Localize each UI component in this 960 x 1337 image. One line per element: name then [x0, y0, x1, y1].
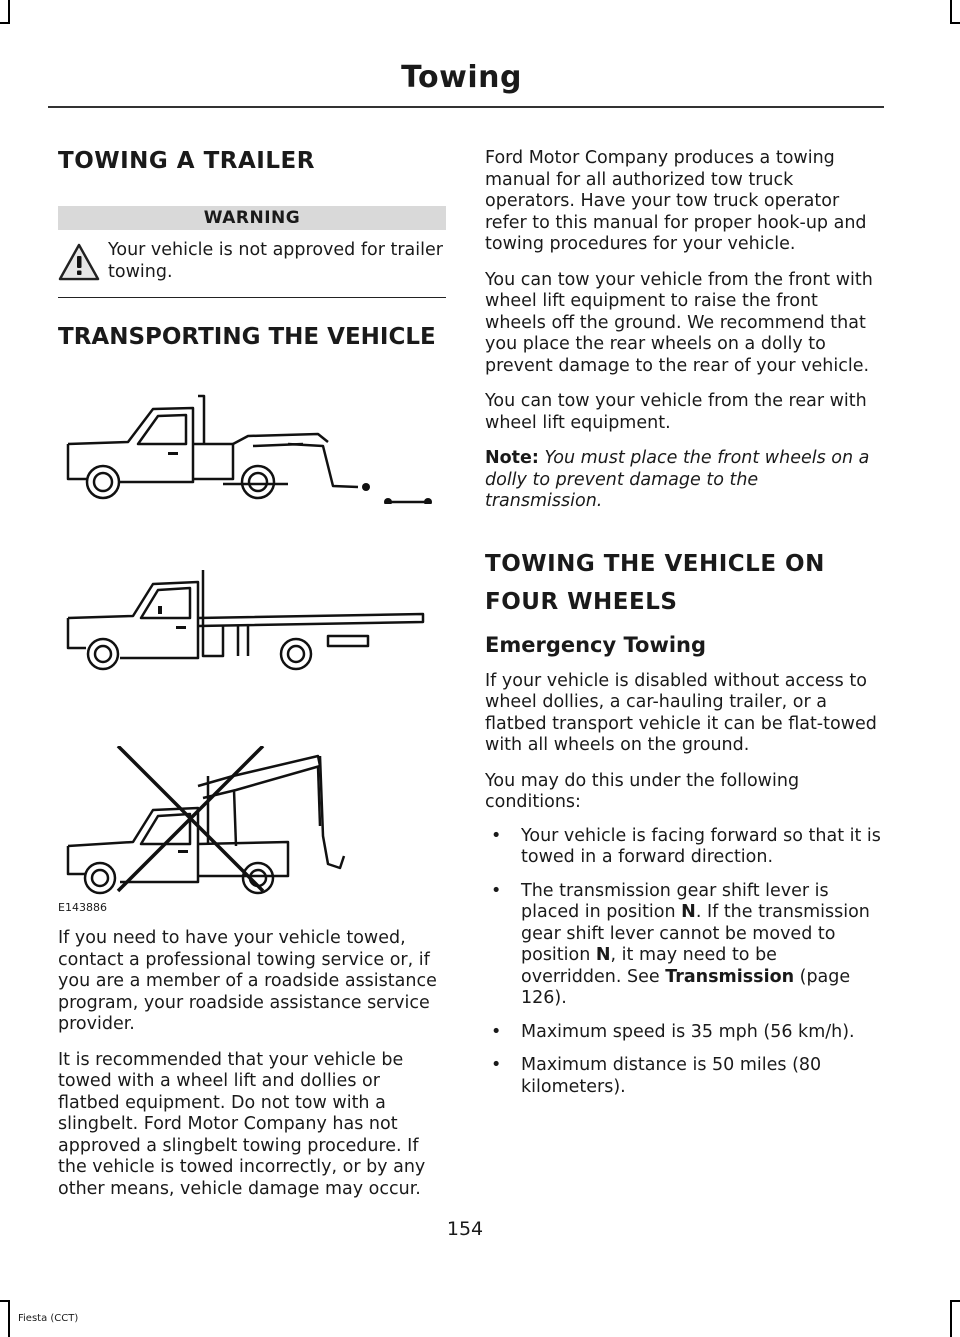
left-column	[58, 140, 446, 1200]
heading-four-wheels	[485, 549, 881, 617]
wheel-lift-truck-image	[58, 384, 446, 504]
warning-box	[58, 206, 446, 298]
front-tow-paragraph: You can tow your vehicle from the front with wheel lift equipment to raise the front wheels off the ground. We recommend that you place the rear wheels on a dolly to prevent damage to the rear of your vehicle.	[485, 269, 873, 376]
crop-mark	[8, 1300, 10, 1337]
heading-transporting: TRANSPORTING THE VEHICLE	[58, 324, 436, 350]
bullet-text: Your vehicle is facing forward so that it is towed in a forward direction.	[521, 825, 881, 867]
crop-mark	[950, 22, 960, 24]
slingbelt-truck-crossed-image	[58, 746, 446, 906]
crop-mark	[0, 22, 10, 24]
warning-text: Your vehicle is not approved for trailer towing.	[108, 240, 443, 282]
transport-paragraph-1: If you need to have your vehicle towed, contact a professional towing service or, if you are a member of a roadside assistance program, your roadside assistance service provider.	[58, 928, 437, 1034]
right-column	[485, 148, 881, 1110]
conditions-intro: You may do this under the following conditions:	[485, 770, 800, 812]
rear-tow-paragraph: You can tow your vehicle from the rear with wheel lift equipment.	[485, 391, 867, 433]
towing-illustration	[58, 366, 446, 918]
bullet-icon: •	[491, 825, 502, 846]
gear-position-n: N	[681, 902, 696, 922]
bullet-icon: •	[491, 1055, 502, 1075]
note-label: Note:	[485, 448, 539, 468]
note-text: You must place the front wheels on a dolly to prevent damage to the transmission.	[485, 448, 870, 511]
list-item	[485, 826, 881, 869]
bullet-icon: •	[491, 880, 502, 901]
transport-paragraph-2: It is recommended that your vehicle be towed with a wheel lift and dollies or flatbed equipment. Do not tow with a slingbelt. Ford Motor Company has not approved a slingbelt towing procedure. If the vehicle is towed incorrectly, or by any other means, vehicle damage may occur.	[58, 1049, 426, 1199]
heading-emergency-towing: Emergency Towing	[485, 632, 707, 657]
warning-body	[58, 230, 446, 298]
crop-mark	[950, 0, 952, 22]
flatbed-truck-image	[58, 566, 446, 676]
crop-mark	[0, 1300, 10, 1302]
warning-label: WARNING	[58, 206, 446, 230]
gear-position-n: N	[595, 945, 611, 965]
crop-mark	[8, 0, 10, 22]
page-title: Towing	[401, 60, 522, 95]
bullet-text: (page 126).	[521, 966, 851, 1008]
crop-mark	[950, 1300, 952, 1337]
transmission-reference-link[interactable]: Transmission	[665, 966, 795, 987]
conditions-list	[485, 826, 881, 1099]
header-divider	[48, 106, 884, 108]
bullet-text: Maximum speed is 35 mph (56 km/h).	[521, 1021, 855, 1042]
bullet-text: The transmission gear shift lever is placed in position	[521, 880, 829, 922]
warning-triangle-icon	[58, 242, 100, 282]
bullet-text: , it may need to be overridden. See	[521, 945, 777, 987]
heading-four-wheels-line1: TOWING THE VEHICLE ON	[485, 550, 825, 577]
towing-manual-paragraph: Ford Motor Company produces a towing manual for all authorized tow truck operators. Have your tow truck operator refer to this manual for proper hook-up and towing procedures for your vehicle.	[485, 148, 867, 254]
heading-towing-trailer: TOWING A TRAILER	[58, 148, 315, 174]
list-item	[485, 881, 881, 1010]
list-item	[485, 1055, 881, 1098]
figure-id: E143886	[58, 901, 107, 914]
bullet-text: Maximum distance is 50 miles (80 kilometers).	[521, 1055, 822, 1097]
bullet-icon: •	[491, 1021, 502, 1042]
bullet-text: . If the transmission gear shift lever cannot be moved to position	[521, 902, 870, 965]
disabled-vehicle-paragraph: If your vehicle is disabled without access to wheel dollies, a car-hauling trailer, or a flatbed transport vehicle it can be flat-towed with all wheels on the ground.	[485, 670, 877, 755]
footer-model: Fiesta (CCT)	[18, 1313, 79, 1324]
heading-four-wheels-line2: FOUR WHEELS	[485, 588, 678, 615]
page-number: 154	[446, 1218, 484, 1240]
crop-mark	[950, 1300, 960, 1302]
list-item	[485, 1022, 881, 1044]
note-paragraph	[485, 448, 881, 513]
